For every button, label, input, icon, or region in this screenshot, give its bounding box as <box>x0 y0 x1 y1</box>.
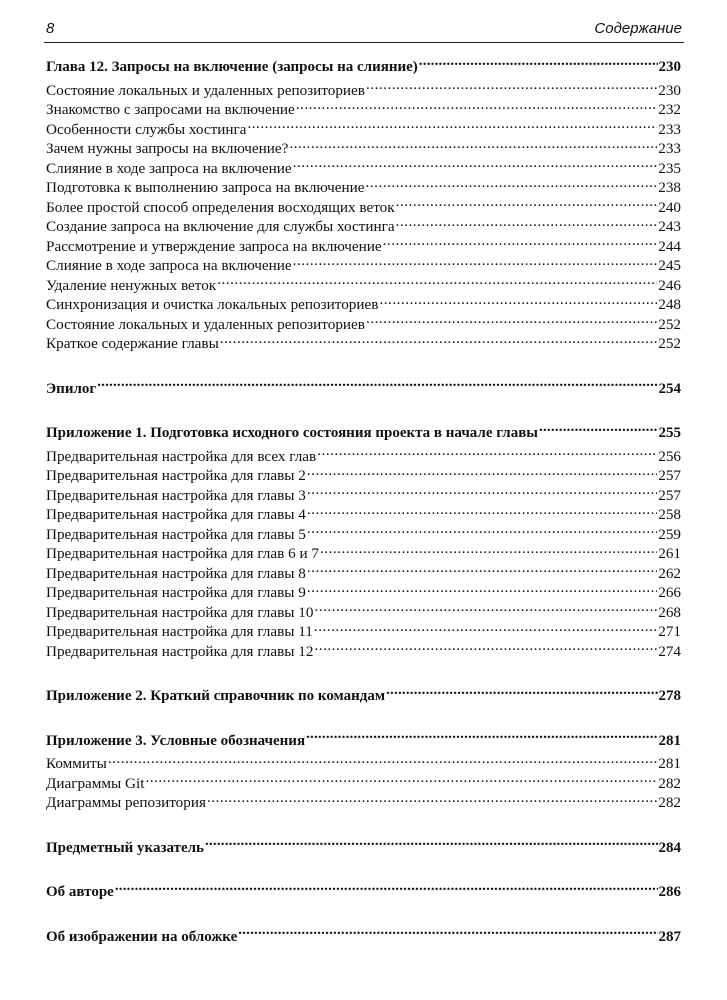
toc-section-entry[interactable] <box>46 138 681 158</box>
toc-chapter-title: Предметный указатель <box>46 839 204 856</box>
toc-section-entry[interactable] <box>46 446 681 466</box>
toc-chapter-title: Приложение 1. Подготовка исходного состояния проекта в начале главы <box>46 425 539 441</box>
toc-section-title: Краткое содержание главы <box>46 335 219 353</box>
toc-section-page: 256 <box>658 447 681 465</box>
toc-chapter-page: 255 <box>658 425 681 441</box>
toc-section-entry[interactable] <box>46 158 681 178</box>
dot-leader <box>314 602 657 617</box>
toc-section-page: 257 <box>658 486 681 504</box>
toc-section-entry[interactable] <box>46 641 681 661</box>
toc-section-title: Предварительная настройка для главы 2 <box>46 467 306 485</box>
toc-section-page: 257 <box>658 467 681 485</box>
group-spacer <box>46 353 681 378</box>
toc-section-entry[interactable] <box>46 602 681 622</box>
toc-section-title: Слияние в ходе запроса на включение <box>46 159 292 177</box>
toc-section-entry[interactable] <box>46 197 681 217</box>
dot-leader <box>207 792 657 807</box>
dot-leader <box>108 753 657 768</box>
toc-section-entry[interactable] <box>46 773 681 793</box>
dot-leader <box>306 730 657 745</box>
toc-section-entry[interactable] <box>46 582 681 602</box>
toc-group <box>46 837 681 857</box>
dot-leader <box>307 485 657 500</box>
toc-section-entry[interactable] <box>46 333 681 353</box>
toc-chapter-entry[interactable] <box>46 926 681 946</box>
dot-leader <box>307 465 657 480</box>
toc-section-title: Знакомство с запросами на включение <box>46 101 295 119</box>
toc-section-title: Предварительная настройка для главы 11 <box>46 623 313 641</box>
toc-section-entry[interactable] <box>46 465 681 485</box>
toc-section-page: 233 <box>658 120 681 138</box>
toc-section-title: Предварительная настройка для главы 4 <box>46 506 306 524</box>
toc-chapter-entry[interactable] <box>46 881 681 901</box>
toc-section-title: Диаграммы Git <box>46 774 145 792</box>
toc-section-page: 245 <box>658 257 681 275</box>
dot-leader <box>314 621 657 636</box>
toc-section-page: 261 <box>658 545 681 563</box>
toc-section-entry[interactable] <box>46 563 681 583</box>
toc-group <box>46 881 681 901</box>
section-title: Содержание <box>594 20 682 37</box>
toc-chapter-entry[interactable] <box>46 685 681 705</box>
dot-leader <box>238 926 657 941</box>
toc-chapter-entry[interactable] <box>46 56 681 76</box>
toc-chapter-page: 284 <box>658 839 681 856</box>
toc-section-title: Диаграммы репозитория <box>46 794 206 812</box>
group-spacer <box>46 812 681 837</box>
toc-chapter-page: 230 <box>658 59 681 75</box>
toc-section-page: 243 <box>658 218 681 236</box>
toc-section-title: Состояние локальных и удаленных репозиториев <box>46 315 365 333</box>
toc-chapter-title: Об изображении на обложке <box>46 928 238 945</box>
toc-chapter-page: 278 <box>658 688 681 704</box>
toc-section-entry[interactable] <box>46 294 681 314</box>
toc-section-page: 240 <box>658 198 681 216</box>
toc-section-title: Подготовка к выполнению запроса на включение <box>46 179 365 197</box>
toc-group <box>46 56 681 353</box>
toc-group <box>46 926 681 946</box>
toc-section-entry[interactable] <box>46 99 681 119</box>
toc-section-entry[interactable] <box>46 621 681 641</box>
toc-chapter-page: 287 <box>658 928 681 945</box>
toc-chapter-title: Об авторе <box>46 884 114 900</box>
dot-leader <box>419 56 658 71</box>
toc-section-page: 252 <box>658 315 681 333</box>
toc-section-page: 235 <box>658 159 681 177</box>
toc-chapter-page: 281 <box>658 732 681 749</box>
toc-section-page: 232 <box>658 101 681 119</box>
toc-chapter-page: 254 <box>658 380 681 397</box>
toc-group <box>46 378 681 398</box>
toc-section-title: Предварительная настройка для главы 9 <box>46 584 306 602</box>
toc-group <box>46 422 681 660</box>
dot-leader <box>293 255 658 270</box>
toc-section-entry[interactable] <box>46 80 681 100</box>
page-number: 8 <box>46 20 55 37</box>
dot-leader <box>307 563 657 578</box>
toc-section-entry[interactable] <box>46 177 681 197</box>
toc-chapter-title: Приложение 3. Условные обозначения <box>46 732 306 749</box>
toc-section-title: Предварительная настройка для главы 12 <box>46 642 314 660</box>
toc-section-entry[interactable] <box>46 236 681 256</box>
dot-leader <box>307 524 657 539</box>
toc-chapter-title: Эпилог <box>46 380 97 397</box>
dot-leader <box>366 314 657 329</box>
dot-leader <box>379 294 657 309</box>
toc-section-title: Более простой способ определения восходящих веток <box>46 198 395 216</box>
dot-leader <box>247 119 657 134</box>
dot-leader <box>217 275 657 290</box>
dot-leader <box>205 837 658 852</box>
toc-section-page: 259 <box>658 525 681 543</box>
toc-section-entry[interactable] <box>46 504 681 524</box>
dot-leader <box>320 543 657 558</box>
toc-section-entry[interactable] <box>46 275 681 295</box>
toc-section-page: 271 <box>658 623 681 641</box>
toc-section-entry[interactable] <box>46 524 681 544</box>
toc-section-entry[interactable] <box>46 485 681 505</box>
toc-section-page: 268 <box>658 603 681 621</box>
toc-section-title: Рассмотрение и утверждение запроса на включение <box>46 237 382 255</box>
dot-leader <box>296 99 657 114</box>
toc-section-entry[interactable] <box>46 314 681 334</box>
toc-section-entry[interactable] <box>46 119 681 139</box>
dot-leader <box>289 138 657 153</box>
toc-section-title: Зачем нужны запросы на включение? <box>46 140 289 158</box>
toc-section-entry[interactable] <box>46 753 681 773</box>
toc-chapter-title: Приложение 2. Краткий справочник по командам <box>46 688 386 704</box>
toc-section-page: 246 <box>658 276 681 294</box>
toc-section-page: 238 <box>658 179 681 197</box>
dot-leader <box>220 333 657 348</box>
toc-chapter-title: Глава 12. Запросы на включение (запросы на слияние) <box>46 59 418 75</box>
group-spacer <box>46 660 681 685</box>
toc-section-title: Особенности службы хостинга <box>46 120 247 138</box>
toc-section-page: 233 <box>658 140 681 158</box>
toc-section-page: 282 <box>658 774 681 792</box>
toc-section-title: Предварительная настройка для главы 3 <box>46 486 306 504</box>
group-spacer <box>46 705 681 730</box>
group-spacer <box>46 856 681 881</box>
dot-leader <box>293 158 658 173</box>
toc-section-title: Предварительная настройка для главы 8 <box>46 564 306 582</box>
group-spacer <box>46 901 681 926</box>
dot-leader <box>314 641 657 656</box>
toc-section-entry[interactable] <box>46 543 681 563</box>
dot-leader <box>383 236 658 251</box>
toc-section-page: 258 <box>658 506 681 524</box>
dot-leader <box>317 446 657 461</box>
toc-section-page: 274 <box>658 642 681 660</box>
toc-section-page: 262 <box>658 564 681 582</box>
toc-section-title: Коммиты <box>46 755 107 773</box>
toc-section-title: Слияние в ходе запроса на включение <box>46 257 292 275</box>
toc-section-title: Состояние локальных и удаленных репозиториев <box>46 81 365 99</box>
page-header <box>44 18 684 43</box>
dot-leader <box>386 685 657 700</box>
dot-leader <box>115 881 658 896</box>
toc-section-title: Предварительная настройка для главы 10 <box>46 603 314 621</box>
dot-leader <box>145 773 657 788</box>
toc-section-title: Предварительная настройка для всех глав <box>46 447 317 465</box>
group-spacer <box>46 397 681 422</box>
toc-section-title: Создание запроса на включение для службы хостинга <box>46 218 395 236</box>
dot-leader <box>307 582 657 597</box>
dot-leader <box>539 422 657 437</box>
toc-section-entry[interactable] <box>46 255 681 275</box>
toc-chapter-page: 286 <box>658 884 681 900</box>
toc-section-page: 252 <box>658 335 681 353</box>
toc-chapter-entry[interactable] <box>46 422 681 442</box>
toc-chapter-entry[interactable] <box>46 837 681 857</box>
toc-section-title: Синхронизация и очистка локальных репозиториев <box>46 296 379 314</box>
table-of-contents <box>46 56 681 945</box>
dot-leader <box>97 378 657 393</box>
toc-chapter-entry[interactable] <box>46 378 681 398</box>
dot-leader <box>396 197 658 212</box>
toc-section-title: Удаление ненужных веток <box>46 276 217 294</box>
toc-section-page: 230 <box>658 81 681 99</box>
toc-section-entry[interactable] <box>46 216 681 236</box>
toc-chapter-entry[interactable] <box>46 730 681 750</box>
toc-section-page: 266 <box>658 584 681 602</box>
toc-section-page: 244 <box>658 237 681 255</box>
toc-section-title: Предварительная настройка для глав 6 и 7 <box>46 545 319 563</box>
toc-section-page: 248 <box>658 296 681 314</box>
dot-leader <box>307 504 657 519</box>
toc-section-page: 281 <box>658 755 681 773</box>
dot-leader <box>396 216 658 231</box>
toc-group <box>46 685 681 705</box>
dot-leader <box>366 80 657 95</box>
dot-leader <box>366 177 658 192</box>
toc-section-title: Предварительная настройка для главы 5 <box>46 525 306 543</box>
toc-section-entry[interactable] <box>46 792 681 812</box>
toc-section-page: 282 <box>658 794 681 812</box>
toc-group <box>46 730 681 812</box>
